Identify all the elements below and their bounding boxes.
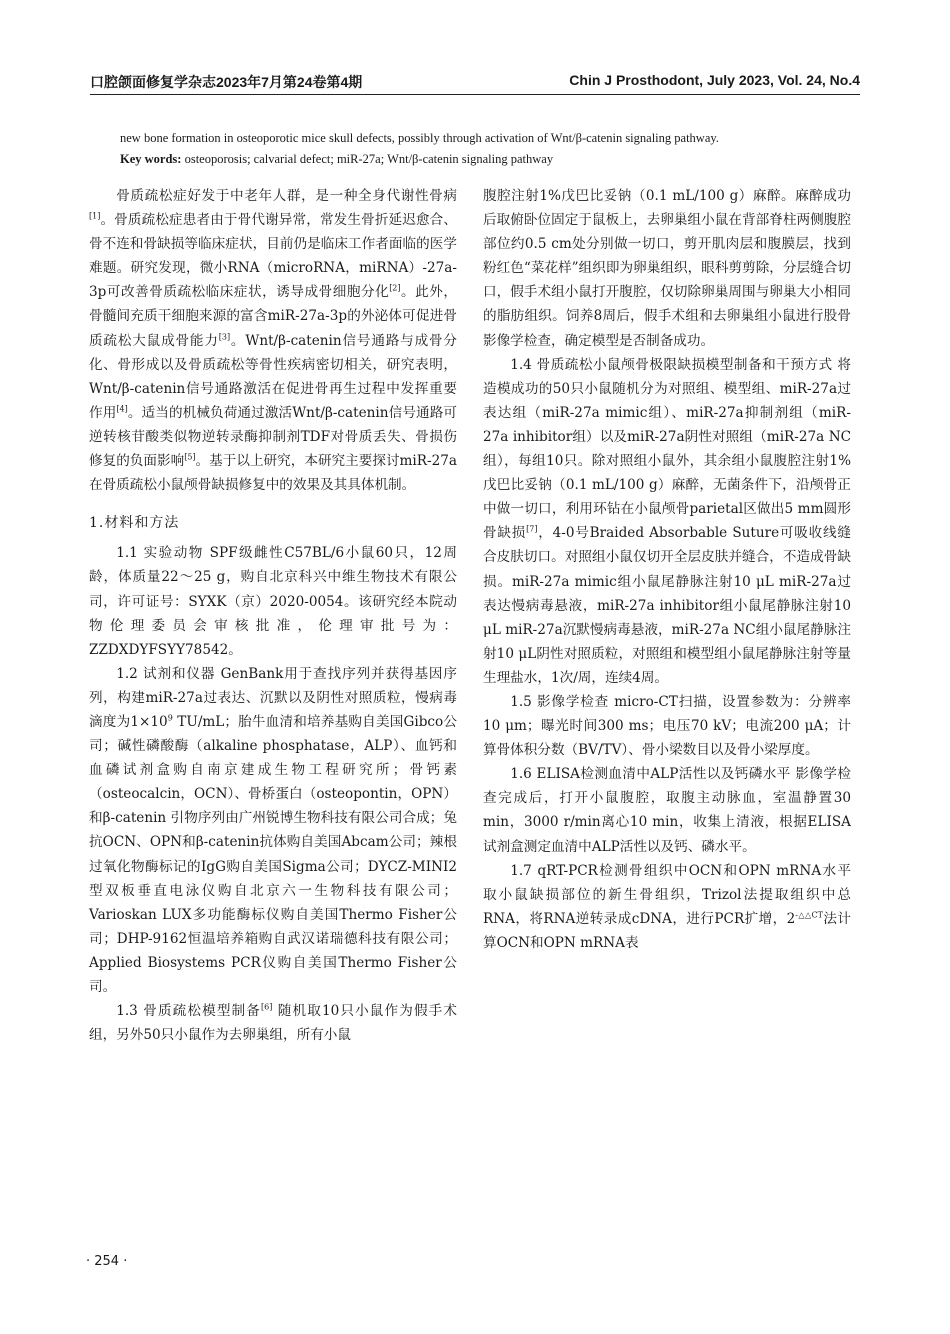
citation-ref: [3] [218, 332, 231, 342]
section-heading-methods: 1.材料和方法 [89, 515, 180, 532]
subsection-1-2: 1.2 试剂和仪器 GenBank用于查找序列并获得基因序列，构建miR-27a过表达、沉默以及阴性对照质粒，慢病毒滴度为$1\times 10^9$ TU/mL；胎牛血清和培养基购自美国Gibco公司；碱性磷酸酶（alkaline phosphatase，ALP）、血钙和血磷试剂盒购自南京建成生物工程研究所；骨钙素（osteocalcin，OCN）、骨桥蛋白（osteopontin，OPN）和β-catenin 引物序列由广州锐博生物科技有限公司合成；兔抗OCN、OPN和β-catenin抗体购自美国Abcam公司；辣根过氧化物酶标记的IgG购自美国Sigma公司；DYCZ-MINI2型双板垂直电泳仪购自北京六一生物科技有限公司；Varioskan LUX多功能酶标仪购自美国Thermo Fisher公司；DHP-9162恒温培养箱购自武汉诺瑞德科技有限公司；Applied Biosystems PCR仪购自美国Thermo Fisher公司。 [89, 665, 458, 995]
citation-ref: [1] [89, 211, 101, 221]
keywords-text: osteoporosis; calvarial defect; miR-27a; Wnt/β-catenin signaling pathway [181, 152, 554, 166]
keywords-label: Key words: [120, 152, 182, 166]
page-number: · 254 · [86, 1254, 128, 1269]
keywords [120, 149, 840, 170]
journal-title-cn: 口腔颌面修复学杂志2023年7月第24卷第4期 [90, 74, 363, 90]
subsection-1-3-continued: 腹腔注射1%戊巴比妥钠（0.1 mL/100 g）麻醉。麻醉成功后取俯卧位固定于鼠板上，去卵巢组小鼠在背部脊柱两侧腹腔部位约0.5 cm处分别做一切口，剪开肌肉层和腹膜层，找到粉红色“菜花样”组织即为卵巢组织，眼科剪剪除，分层缝合切口，假手术组小鼠打开腹腔，仅切除卵巢周围与卵巢大小相同的脂肪组织。饲养8周后，假手术组和去卵巢组小鼠进行股骨影像学检查，确定模型是否制备成功。 [483, 188, 851, 349]
subsection-1-5: 1.5 影像学检查 micro-CT扫描，设置参数为：分辨率10 μm；曝光时间300 ms；电压70 kV；电流200 μA；计算骨体积分数（BV/TV）、骨小梁数目以及骨小梁厚度。 [483, 693, 851, 759]
citation-ref: [7] [526, 524, 538, 534]
intro-paragraph: 骨质疏松症好发于中老年人群，是一种全身代谢性骨病[1]。骨质疏松症患者由于骨代谢异常，常发生骨折延迟愈合、骨不连和骨缺损等临床症状，目前仍是临床工作者面临的医学难题。研究发现，微小RNA（microRNA，miRNA）-27a-3p可改善骨质疏松临床症状，诱导成骨细胞分化[2]。此外，骨髓间充质干细胞来源的富含miR-27a-3p的外泌体可促进骨质疏松大鼠成骨能力[3]。Wnt/β-catenin信号通路与成骨分化、骨形成以及骨质疏松等骨性疾病密切相关，研究表明，Wnt/β-catenin信号通路激活在促进骨再生过程中发挥重要作用[4]。适当的机械负荷通过激活Wnt/β-catenin信号通路可逆转核苷酸类似物逆转录酶抑制剂TDF对骨质丢失、骨损伤修复的负面影响[5]。基于以上研究，本研究主要探讨miR-27a在骨质疏松小鼠颅骨缺损修复中的效果及其具体机制。 [89, 188, 458, 494]
citation-ref: [4] [116, 404, 128, 414]
running-header [90, 70, 860, 96]
subsection-1-1: 1.1 实验动物 SPF级雌性C57BL/6小鼠60只，12周龄，体质量22～25 g，购自北京科兴中维生物技术有限公司，许可证号：SYXK（京）2020-0054。该研究经本院动物伦理委员会审核批准，伦理审批号为：ZZDXDYFSYY78542。 [89, 545, 457, 658]
subsection-1-6: 1.6 ELISA检测血清中ALP活性以及钙磷水平 影像学检查完成后，打开小鼠腹腔，取腹主动脉血，室温静置30 min，3000 r/min离心10 min，收集上清液，根据ELISA试剂盒测定血清中ALP活性以及钙、磷水平。 [483, 766, 851, 855]
abstract-tail [120, 128, 840, 170]
subsection-1-3: 1.3 骨质疏松模型制备[6] 随机取10只小鼠作为假手术组，另外50只小鼠作为去卵巢组，所有小鼠 [89, 1002, 457, 1044]
subsection-1-4: 1.4 骨质疏松小鼠颅骨极限缺损模型制备和干预方式 将造模成功的50只小鼠随机分为对照组、模型组、miR-27a过表达组（miR-27a mimic组）、miR-27a抑制剂组（miR-27a inhibitor组）以及miR-27a阴性对照组（miR-27a NC组），每组10只。除对照组小鼠外，其余组小鼠腹腔注射1%戊巴比妥钠（0.1 mL/100 g）麻醉，无菌条件下，沿颅骨正中做一切口，利用环钻在小鼠颅骨parietal区做出5 mm圆形骨缺损[7]，4-0号Braided Absorbable Suture可吸收线缝合皮肤切口。对照组小鼠仅切开全层皮肤并缝合，不造成骨缺损。miR-27a mimic组小鼠尾静脉注射10 μL miR-27a过表达慢病毒悬液，miR-27a inhibitor组小鼠尾静脉注射10 μL miR-27a沉默慢病毒悬液，miR-27a NC组小鼠尾静脉注射10 μL阴性对照质粒，对照组和模型组小鼠尾静脉注射等量生理盐水，1次/周，连续4周。 [483, 356, 852, 686]
subsection-1-7: 1.7 qRT-PCR检测骨组织中OCN和OPN mRNA水平 取小鼠缺损部位的新生骨组织，Trizol法提取组织中总RNA，将RNA逆转录成cDNA，进行PCR扩增，$2^{-\triangle\triangle CT}$法计算OCN和OPN mRNA表 [483, 862, 851, 951]
citation-ref: [6] [261, 1002, 273, 1012]
journal-title-en: Chin J Prosthodont, July 2023, Vol. 24, No.4 [569, 72, 860, 88]
citation-ref: [5] [184, 452, 196, 462]
citation-ref: [2] [389, 283, 401, 293]
right-column [483, 184, 851, 955]
left-column [89, 184, 457, 1047]
abstract-conclusion: new bone formation in osteoporotic mice skull defects, possibly through activation of Wnt/β-catenin signaling pathway. [120, 131, 719, 145]
header-rule [90, 94, 860, 95]
